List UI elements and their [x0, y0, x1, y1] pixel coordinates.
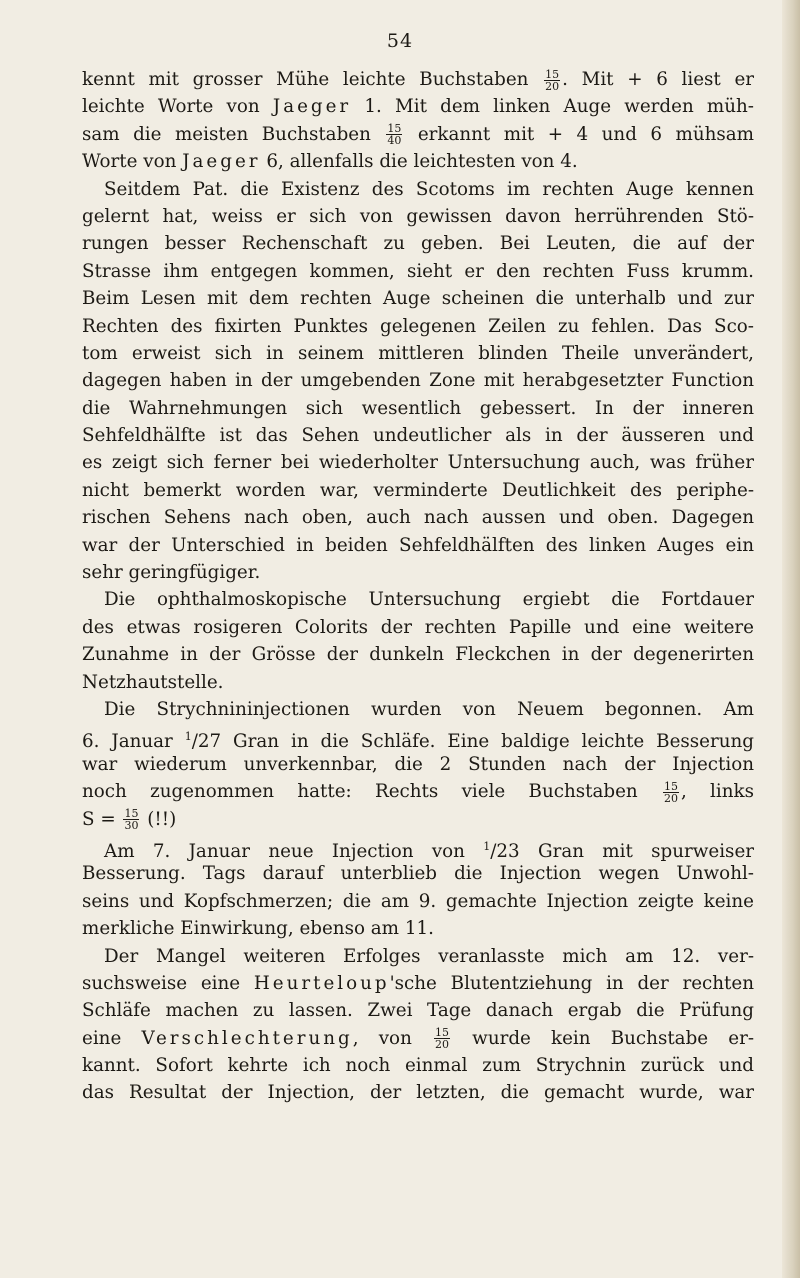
- text-line: kannt. Sofort kehrte ich noch einmal zum Strychnin zurück und: [82, 1055, 754, 1077]
- text-line: es zeigt sich ferner bei wiederholter Untersuchung auch, was früher: [82, 452, 754, 474]
- page-edge: [782, 0, 800, 1278]
- text-line: dagegen haben in der umgebenden Zone mit herabgesetzter Function: [82, 370, 754, 392]
- text-line: rungen besser Rechenschaft zu geben. Bei Leuten, die auf der: [82, 233, 754, 255]
- paragraph: [82, 943, 754, 1107]
- text-line: Strasse ihm entgegen kommen, sieht er den rechten Fuss krumm.: [82, 260, 754, 282]
- spaced-name: Heurteloup: [253, 972, 390, 994]
- superscript: 1: [184, 730, 192, 744]
- paragraph: [82, 586, 754, 696]
- text-line: des etwas rosigeren Colorits der rechten Papille und eine weitere: [82, 616, 754, 638]
- text-line: Beim Lesen mit dem rechten Auge scheinen die unterhalb und zur: [82, 288, 754, 310]
- text-line: Am 7. Januar neue Injection von $^1$/23 Gran mit spurweiser: [104, 839, 754, 863]
- text-line: Besserung. Tags darauf unterblieb die Injection wegen Unwohl-: [82, 863, 754, 885]
- text-line: Rechten des fixirten Punktes gelegenen Zeilen zu fehlen. Das Sco-: [82, 315, 754, 337]
- text-line: suchsweise eine Heurteloup'sche Blutentziehung in der rechten: [82, 972, 754, 994]
- text-line: war wiederum unverkennbar, die 2 Stunden nach der Injection: [82, 753, 754, 775]
- text-line: Zunahme in der Grösse der dunkeln Fleckchen in der degenerirten: [82, 644, 754, 666]
- text-line: Worte von Jaeger 6, allenfalls die leichtesten von 4.: [82, 151, 578, 173]
- fraction: $\frac{15}{40}$: [387, 122, 402, 148]
- superscript: 1: [483, 839, 491, 853]
- text-line: noch zugenommen hatte: Rechts viele Buchstaben $\frac{15}{20}$ , links: [82, 779, 754, 805]
- fraction: $\frac{15}{20}$: [435, 1026, 450, 1052]
- text-line: Die Strychnininjectionen wurden von Neuem begonnen. Am: [104, 698, 754, 720]
- spaced-name: Verschlechterung: [141, 1027, 353, 1049]
- text-line: nicht bemerkt worden war, verminderte Deutlichkeit des periphe-: [82, 479, 754, 501]
- text-line: tom erweist sich in seinem mittleren blinden Theile unverändert,: [82, 342, 754, 364]
- text-line: leichte Worte von Jaeger 1. Mit dem linken Auge werden müh-: [82, 96, 754, 118]
- text-line: die Wahrnehmungen sich wesentlich gebessert. In der inneren: [82, 397, 754, 419]
- text-line: sehr geringfügiger.: [82, 562, 261, 584]
- text-line: Schläfe machen zu lassen. Zwei Tage danach ergab die Prüfung: [82, 1000, 754, 1022]
- paragraph: [82, 696, 754, 833]
- text-line: Seitdem Pat. die Existenz des Scotoms im rechten Auge kennen: [104, 178, 754, 200]
- text-line: rischen Sehens nach oben, auch nach aussen und oben. Dagegen: [82, 507, 754, 529]
- text-line: sam die meisten Buchstaben $\frac{15}{40}$ erkannt mit + 4 und 6 mühsam: [82, 122, 754, 148]
- fraction: $\frac{15}{20}$: [663, 779, 678, 805]
- fraction: $\frac{15}{30}$: [124, 807, 139, 833]
- page-number: 54: [386, 30, 414, 52]
- body-text: [82, 66, 754, 1107]
- spaced-name: Jaeger: [272, 96, 352, 118]
- text-line: 6. Januar $^1$/27 Gran in die Schläfe. Eine baldige leichte Besserung: [82, 730, 754, 753]
- text-line: Sehfeldhälfte ist das Sehen undeutlicher als in der äusseren und: [82, 425, 754, 447]
- text-line: Die ophthalmoskopische Untersuchung ergiebt die Fortdauer: [104, 589, 754, 611]
- text-line: seins und Kopfschmerzen; die am 9. gemachte Injection zeigte keine: [82, 890, 754, 912]
- paragraph: [82, 833, 754, 943]
- text-line: Der Mangel weiteren Erfolges veranlasste mich am 12. ver-: [104, 945, 754, 967]
- text-line: war der Unterschied in beiden Sehfeldhälften des linken Auges ein: [82, 534, 754, 556]
- text-line: gelernt hat, weiss er sich von gewissen davon herrührenden Stö-: [82, 205, 754, 227]
- spaced-name: Jaeger: [182, 151, 261, 173]
- text-line: S = $\frac{15}{30}$ (!!): [82, 807, 177, 833]
- paragraph: [82, 66, 754, 176]
- text-line: merkliche Einwirkung, ebenso am 11.: [82, 918, 434, 940]
- text-line: kennt mit grosser Mühe leichte Buchstaben $\frac{15}{20}$ . Mit + 6 liest er: [82, 67, 754, 93]
- text-line: das Resultat der Injection, der letzten, die gemacht wurde, war: [82, 1082, 754, 1104]
- text-line: eine Verschlechterung, von $\frac{15}{20}$ wurde kein Buchstabe er-: [82, 1026, 754, 1052]
- paragraph: [82, 176, 754, 587]
- text-line: Netzhautstelle.: [82, 671, 224, 693]
- fraction: $\frac{15}{20}$: [545, 67, 560, 93]
